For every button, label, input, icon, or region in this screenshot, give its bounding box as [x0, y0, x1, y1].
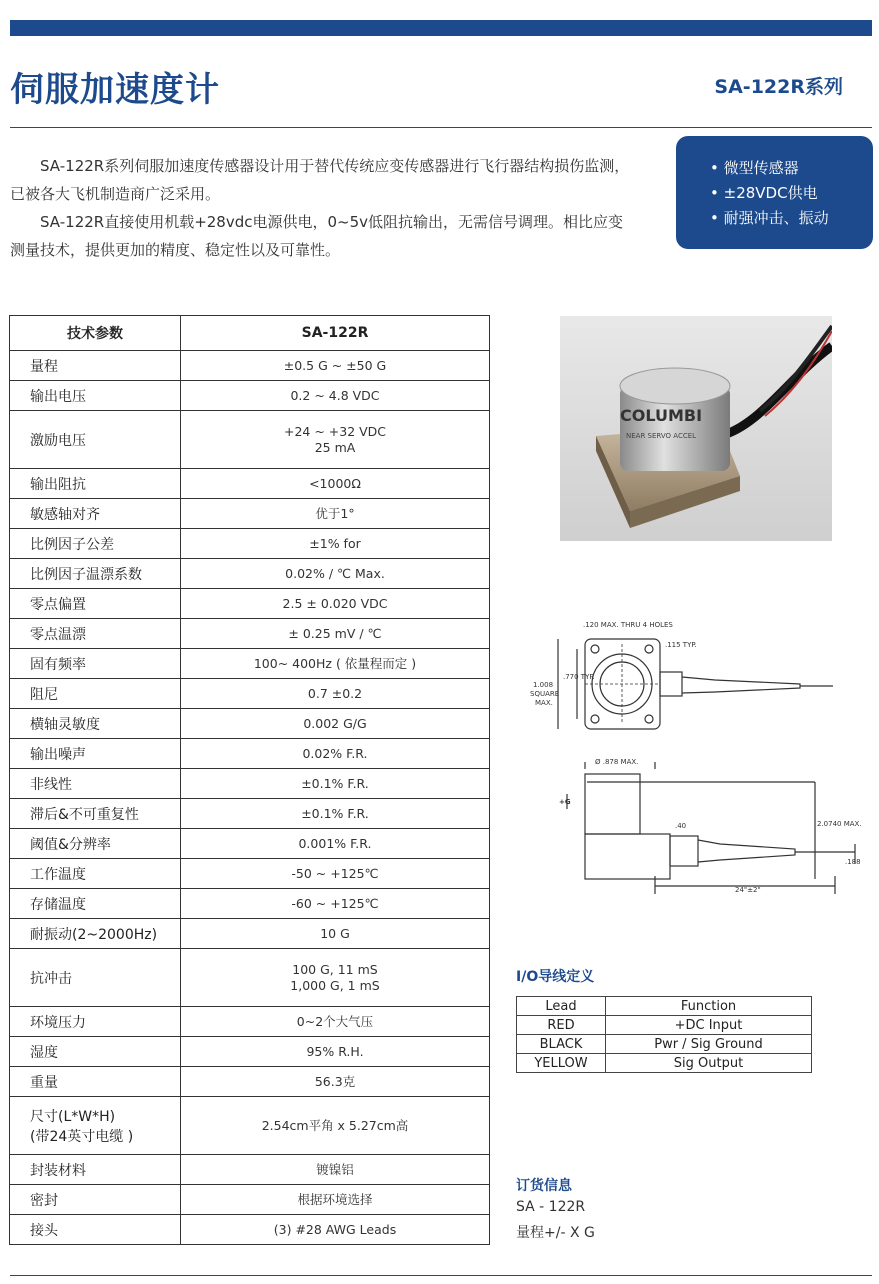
spec-value: 95% R.H.	[181, 1037, 490, 1067]
page-title: 伺服加速度计	[10, 70, 220, 110]
drawing-label-square: SQUARE	[530, 690, 560, 698]
spec-value: 10 G	[181, 919, 490, 949]
io-row	[517, 1016, 812, 1035]
photo-brand-label: COLUMBI	[620, 406, 703, 425]
spec-row	[10, 589, 490, 619]
drawing-label-g: +G	[559, 798, 571, 806]
spec-param: 环境压力	[10, 1007, 181, 1037]
spec-row	[10, 499, 490, 529]
spec-param: 输出噪声	[10, 739, 181, 769]
spec-row	[10, 1155, 490, 1185]
product-photo	[560, 316, 832, 541]
spec-row	[10, 1067, 490, 1097]
spec-value: 0.02% / ℃ Max.	[181, 559, 490, 589]
spec-param: 封装材料	[10, 1155, 181, 1185]
io-function: Pwr / Sig Ground	[606, 1035, 812, 1054]
spec-value: 0.2 ~ 4.8 VDC	[181, 381, 490, 411]
spec-param: 密封	[10, 1185, 181, 1215]
spec-value: 根据环境选择	[181, 1185, 490, 1215]
spec-param: 滞后&不可重复性	[10, 799, 181, 829]
spec-param: 阻尼	[10, 679, 181, 709]
io-row	[517, 1035, 812, 1054]
spec-value: 优于1°	[181, 499, 490, 529]
spec-value: 0.002 G/G	[181, 709, 490, 739]
spec-param: 耐振动(2~2000Hz)	[10, 919, 181, 949]
dimension-drawing-svg	[515, 614, 875, 904]
spec-param: 敏感轴对齐	[10, 499, 181, 529]
spec-header-row	[10, 316, 490, 351]
spec-param: 尺寸(L*W*H) (带24英寸电缆 )	[10, 1097, 181, 1155]
spec-row	[10, 351, 490, 381]
spec-row	[10, 679, 490, 709]
spec-row	[10, 859, 490, 889]
spec-param: 横轴灵敏度	[10, 709, 181, 739]
spec-value: +24 ~ +32 VDC 25 mA	[181, 411, 490, 469]
photo-sub-label: NEAR SERVO ACCEL	[626, 432, 697, 440]
spec-row	[10, 889, 490, 919]
io-section-title: I/O导线定义	[516, 969, 595, 985]
spec-param: 零点温漂	[10, 619, 181, 649]
spec-value: 2.54cm平角 x 5.27cm高	[181, 1097, 490, 1155]
spec-param: 量程	[10, 351, 181, 381]
spec-header-model: SA-122R	[181, 316, 490, 351]
header-divider	[10, 127, 872, 128]
spec-row	[10, 1007, 490, 1037]
spec-row	[10, 529, 490, 559]
io-header-function: Function	[606, 997, 812, 1016]
drawing-label-040: .40	[675, 822, 687, 830]
spec-value: (3) #28 AWG Leads	[181, 1215, 490, 1245]
io-table	[516, 996, 812, 1073]
spec-value: ±1% for	[181, 529, 490, 559]
spec-param: 抗冲击	[10, 949, 181, 1007]
drawing-label-1008: 1.008	[533, 681, 554, 689]
dimension-drawing	[515, 614, 875, 904]
spec-param: 阈值&分辨率	[10, 829, 181, 859]
spec-value: ±0.1% F.R.	[181, 769, 490, 799]
io-header-lead: Lead	[517, 997, 606, 1016]
spec-row	[10, 411, 490, 469]
spec-param: 固有频率	[10, 649, 181, 679]
intro-paragraph: SA-122R直接使用机载+28vdc电源供电，0~5v低阻抗输出，无需信号调理。相比应变测量技术，提供更加的精度、稳定性以及可靠性。	[10, 213, 624, 259]
io-function: Sig Output	[606, 1054, 812, 1073]
spec-row	[10, 799, 490, 829]
spec-param: 存储温度	[10, 889, 181, 919]
io-lead: YELLOW	[517, 1054, 606, 1073]
spec-row	[10, 709, 490, 739]
spec-value: -60 ~ +125℃	[181, 889, 490, 919]
spec-value: 镀镍铝	[181, 1155, 490, 1185]
spec-value: 0.7 ±0.2	[181, 679, 490, 709]
drawing-label-cable: 24"±2"	[735, 886, 761, 894]
spec-row	[10, 469, 490, 499]
top-banner	[10, 20, 872, 36]
spec-param: 重量	[10, 1067, 181, 1097]
feature-box	[676, 136, 873, 249]
drawing-label-holes: .120 MAX. THRU 4 HOLES	[583, 621, 673, 629]
spec-param: 输出阻抗	[10, 469, 181, 499]
spec-param: 接头	[10, 1215, 181, 1245]
feature-item: • 耐强冲击、振动	[710, 209, 829, 227]
feature-item: • ±28VDC供电	[710, 184, 818, 202]
drawing-label-188: .188	[845, 858, 861, 866]
io-header-row	[517, 997, 812, 1016]
spec-row	[10, 1097, 490, 1155]
spec-param: 湿度	[10, 1037, 181, 1067]
spec-table	[9, 315, 490, 1245]
spec-param: 输出电压	[10, 381, 181, 411]
spec-value: 100 G, 11 mS 1,000 G, 1 mS	[181, 949, 490, 1007]
io-row	[517, 1054, 812, 1073]
spec-value: 0.001% F.R.	[181, 829, 490, 859]
spec-row	[10, 829, 490, 859]
spec-row	[10, 1037, 490, 1067]
model-series: SA-122R系列	[714, 76, 843, 98]
spec-value: ± 0.25 mV / ℃	[181, 619, 490, 649]
spec-value: ±0.1% F.R.	[181, 799, 490, 829]
spec-param: 激励电压	[10, 411, 181, 469]
spec-row	[10, 559, 490, 589]
drawing-label-diameter: Ø .878 MAX.	[595, 758, 639, 766]
spec-row	[10, 619, 490, 649]
spec-row	[10, 949, 490, 1007]
spec-row	[10, 649, 490, 679]
spec-value: 0.02% F.R.	[181, 739, 490, 769]
spec-row	[10, 1215, 490, 1245]
feature-item: • 微型传感器	[710, 159, 799, 177]
io-function: +DC Input	[606, 1016, 812, 1035]
drawing-label-typ: .115 TYP.	[665, 641, 697, 649]
spec-row	[10, 381, 490, 411]
spec-value: <1000Ω	[181, 469, 490, 499]
spec-value: -50 ~ +125℃	[181, 859, 490, 889]
product-photo-svg	[560, 316, 832, 541]
spec-param: 零点偏置	[10, 589, 181, 619]
spec-param: 比例因子温漂系数	[10, 559, 181, 589]
intro-text	[10, 152, 630, 264]
footer-divider	[10, 1275, 872, 1276]
io-lead: RED	[517, 1016, 606, 1035]
spec-value: ±0.5 G ~ ±50 G	[181, 351, 490, 381]
drawing-label-2074: 2.0740 MAX.	[817, 820, 862, 828]
drawing-label-max: MAX.	[535, 699, 553, 707]
spec-header-param: 技术参数	[10, 316, 181, 351]
spec-row	[10, 769, 490, 799]
spec-param: 非线性	[10, 769, 181, 799]
order-range: 量程+/- X G	[516, 1225, 595, 1241]
spec-row	[10, 919, 490, 949]
spec-row	[10, 1185, 490, 1215]
spec-value: 100~ 400Hz ( 依量程而定 )	[181, 649, 490, 679]
spec-value: 0~2个大气压	[181, 1007, 490, 1037]
spec-value: 56.3克	[181, 1067, 490, 1097]
drawing-label-770: .770 TYP.	[563, 673, 595, 681]
spec-param: 工作温度	[10, 859, 181, 889]
spec-value: 2.5 ± 0.020 VDC	[181, 589, 490, 619]
intro-paragraph: SA-122R系列伺服加速度传感器设计用于替代传统应变传感器进行飞行器结构损伤监测，已被各大飞机制造商广泛采用。	[10, 157, 630, 203]
spec-row	[10, 739, 490, 769]
io-lead: BLACK	[517, 1035, 606, 1054]
order-model: SA - 122R	[516, 1199, 586, 1215]
spec-param: 比例因子公差	[10, 529, 181, 559]
order-section-title: 订货信息	[516, 1178, 572, 1194]
